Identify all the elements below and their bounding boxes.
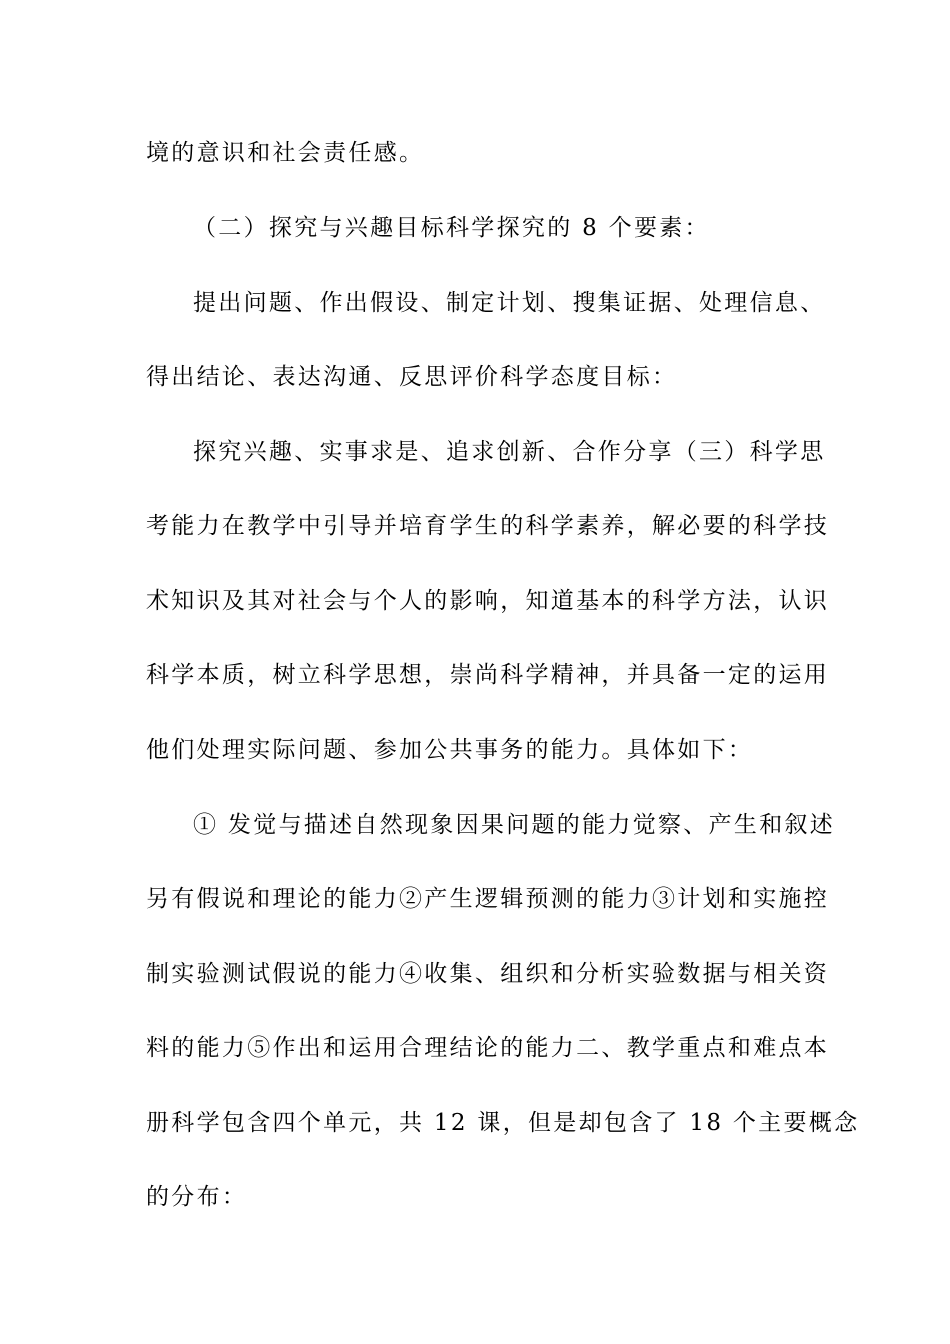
text-line-15: 的分布： [146, 1184, 248, 1210]
text-line-12: 制实验测试假说的能力④收集、组织和分析实验数据与相关资 [146, 961, 830, 987]
text-line-9: 他们处理实际问题、参加公共事务的能力。具体如下： [146, 737, 754, 763]
text-line-2: （二）探究与兴趣目标科学探究的 8 个要素： [193, 215, 710, 241]
text-line-5: 探究兴趣、实事求是、追求创新、合作分享（三）科学思 [193, 439, 826, 465]
text-line-6: 考能力在教学中引导并培育学生的科学素养，解必要的科学技 [146, 513, 830, 539]
text-line-11: 另有假说和理论的能力②产生逻辑预测的能力③计划和实施控 [146, 886, 830, 912]
text-line-14: 册科学包含四个单元，共 12 课，但是却包含了 18 个主要概念 [146, 1110, 860, 1136]
text-line-4: 得出结论、表达沟通、反思评价科学态度目标： [146, 364, 678, 390]
text-line-1: 境的意识和社会责任感。 [146, 140, 425, 166]
text-line-13: 料的能力⑤作出和运用合理结论的能力二、教学重点和难点本 [146, 1035, 830, 1061]
text-line-3: 提出问题、作出假设、制定计划、搜集证据、处理信息、 [193, 290, 826, 316]
text-line-8: 科学本质，树立科学思想，崇尚科学精神，并具备一定的运用 [146, 662, 830, 688]
text-line-10: ① 发觉与描述自然现象因果问题的能力觉察、产生和叙述 [193, 812, 836, 838]
text-line-7: 术知识及其对社会与个人的影响，知道基本的科学方法，认识 [146, 588, 830, 614]
